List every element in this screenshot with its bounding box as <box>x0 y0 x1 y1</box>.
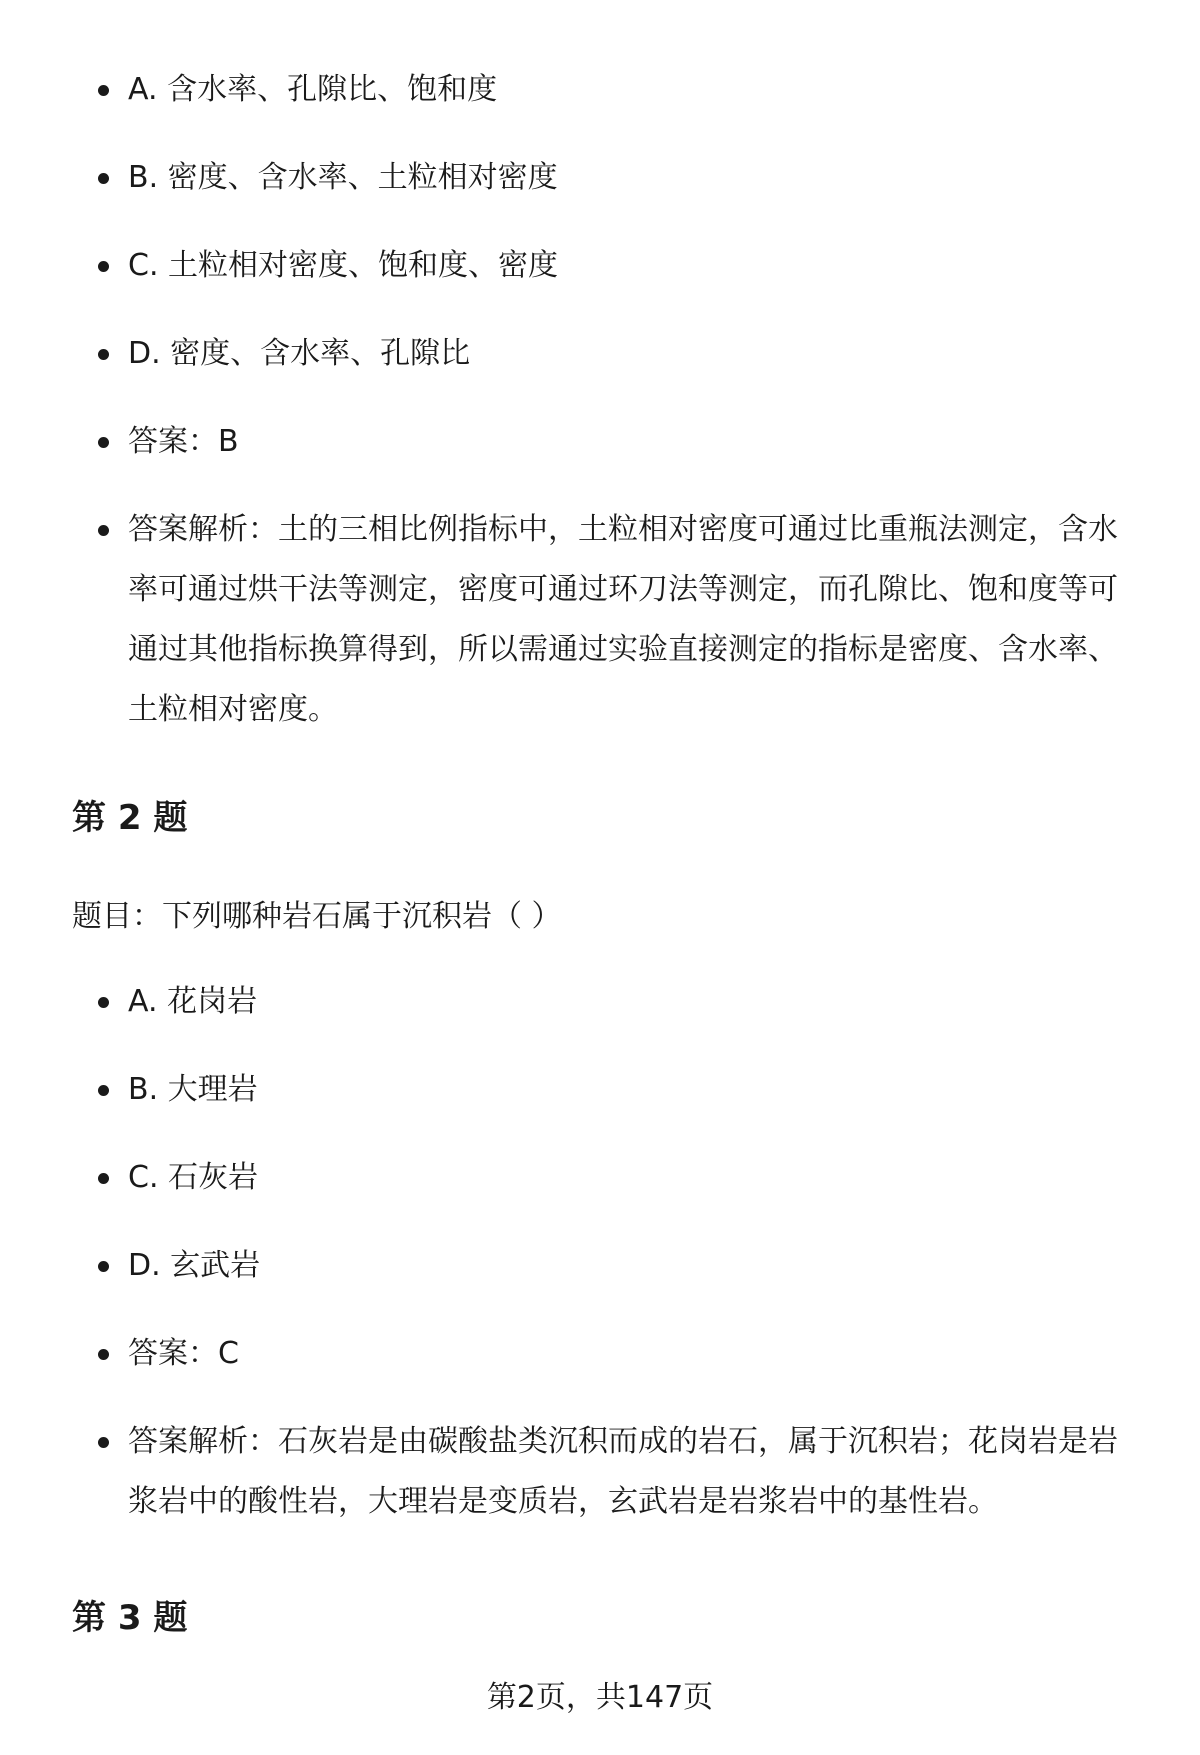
q2-stem: 题目：下列哪种岩石属于沉积岩（ ） <box>72 899 562 934</box>
bullet-icon <box>98 997 109 1008</box>
option-text: A. 花岗岩 <box>128 984 258 1019</box>
answer-text: 答案：C <box>128 1336 239 1371</box>
bullet-icon <box>98 525 109 536</box>
option-text: A. 含水率、孔隙比、饱和度 <box>128 72 498 107</box>
bullet-icon <box>98 1437 109 1448</box>
option-text: C. 土粒相对密度、饱和度、密度 <box>128 248 559 283</box>
q2-heading: 第 2 题 <box>72 798 188 838</box>
q2-option-c <box>0 1148 1200 1208</box>
bullet-icon <box>98 1349 109 1360</box>
page-footer: 第2页，共147页 <box>486 1680 714 1715</box>
bullet-icon <box>98 437 109 448</box>
q1-option-c <box>0 236 1200 296</box>
answer-text: 答案：B <box>128 424 239 459</box>
option-text: D. 玄武岩 <box>128 1248 261 1283</box>
explanation-text: 答案解析：土的三相比例指标中，土粒相对密度可通过比重瓶法测定，含水率可通过烘干法等测定，密度可通过环刀法等测定，而孔隙比、饱和度等可通过其他指标换算得到，所以需通过实验直接测定的指标是密度、含水率、土粒相对密度。 <box>128 512 1118 727</box>
q1-option-b <box>0 148 1200 208</box>
q2-explanation <box>0 1412 1200 1532</box>
bullet-icon <box>98 1261 109 1272</box>
q1-option-d <box>0 324 1200 384</box>
bullet-icon <box>98 1085 109 1096</box>
q2-option-d <box>0 1236 1200 1296</box>
bullet-icon <box>98 1173 109 1184</box>
option-text: B. 密度、含水率、土粒相对密度 <box>128 160 558 195</box>
q2-option-b <box>0 1060 1200 1120</box>
q3-heading: 第 3 题 <box>72 1598 188 1638</box>
explanation-text: 答案解析：石灰岩是由碳酸盐类沉积而成的岩石，属于沉积岩；花岗岩是岩浆岩中的酸性岩，大理岩是变质岩，玄武岩是岩浆岩中的基性岩。 <box>128 1424 1118 1519</box>
q2-option-a <box>0 972 1200 1032</box>
q1-explanation <box>0 500 1200 740</box>
q1-option-list <box>0 60 1200 740</box>
q2-answer <box>0 1324 1200 1384</box>
q1-answer <box>0 412 1200 472</box>
bullet-icon <box>98 85 109 96</box>
q1-option-a <box>0 60 1200 120</box>
q2-option-list <box>0 972 1200 1532</box>
bullet-icon <box>98 349 109 360</box>
option-text: B. 大理岩 <box>128 1072 258 1107</box>
option-text: C. 石灰岩 <box>128 1160 259 1195</box>
bullet-icon <box>98 173 109 184</box>
bullet-icon <box>98 261 109 272</box>
option-text: D. 密度、含水率、孔隙比 <box>128 336 471 371</box>
